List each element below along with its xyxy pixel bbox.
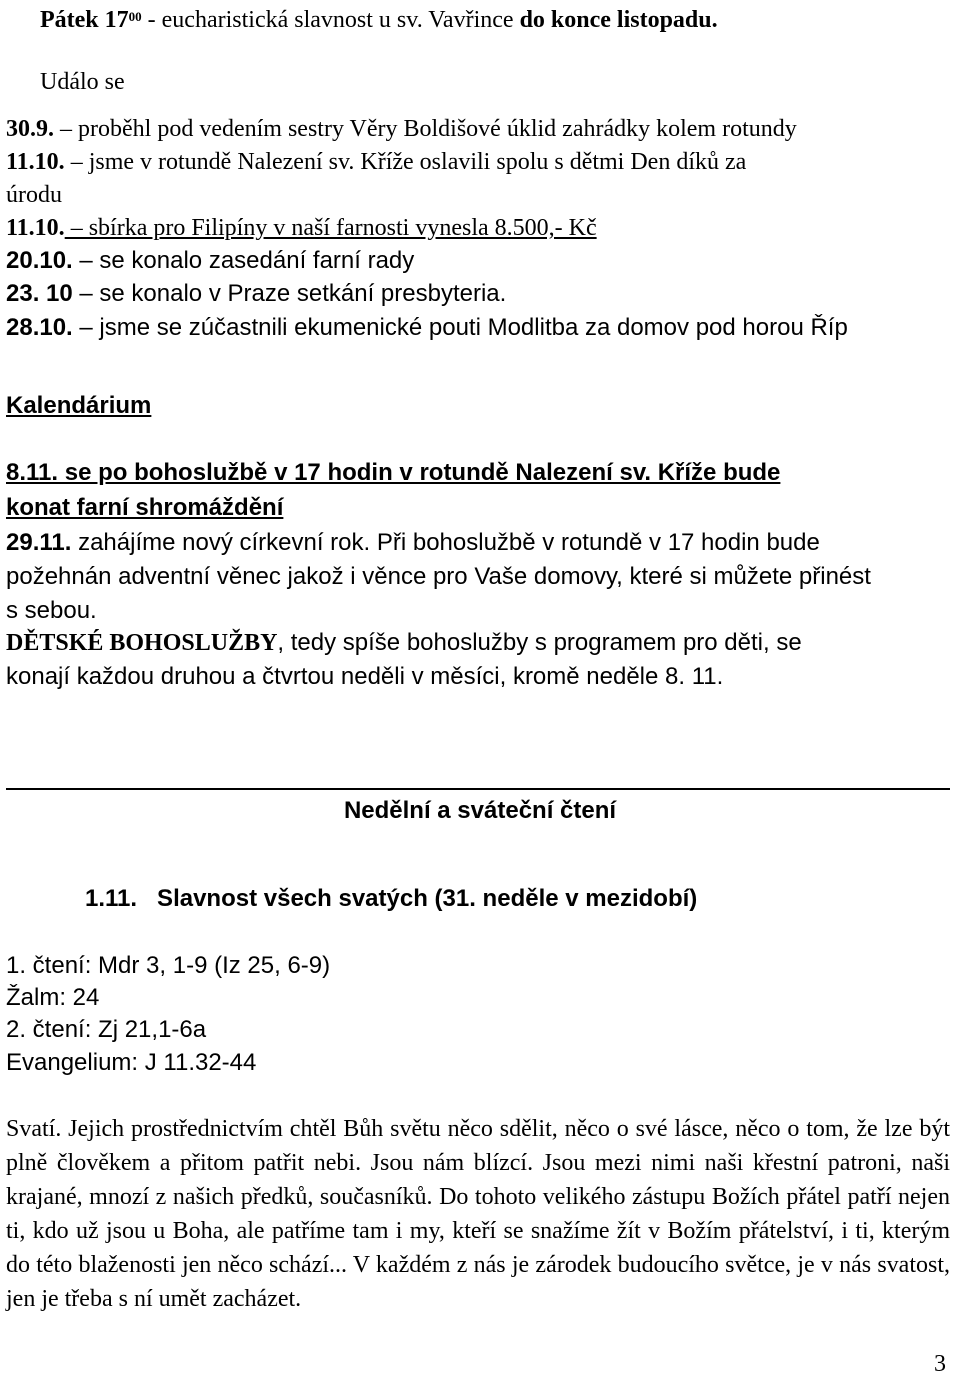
reflection-paragraph: Svatí. Jejich prostřednictvím chtěl Bůh světu něco sdělit, něco o své lásce, něco o tom, že lze být plně člověkem a přitom patřit nebi. Jsou nám blízcí. Jsou mezi nimi naši křestní patroni, naši krajané, mnozí z našich předků, současníků. Do tohoto velikého zástupu Božích přátel patří nejen ti, kdo už jsou u Boha, ale patříme tam i my, kteří se snažíme žít v Božím přátelství, i ti, kterým do této blaženosti jen něco schází... V každém z nás je zárodek budoucího světce, je v nás svatost, jen je třeba s ní umět zacházet. (6, 1116, 950, 1312)
reading-line: 1. čtení: Mdr 3, 1-9 (Iz 25, 6-9) (6, 952, 331, 979)
happened-item-text: – jsme v rotundě Nalezení sv. Kříže oslavili spolu s dětmi Den díků za (64, 149, 747, 175)
happened-item-date: 30.9. (6, 116, 54, 142)
friday-line (40, 4, 718, 36)
happened-item-text: – jsme se zúčastnili ekumenické pouti Modlitba za domov pod horou Říp (72, 314, 848, 341)
page-number: 3 (934, 1351, 946, 1377)
happened-item-continuation (6, 179, 62, 211)
calendar-item-2-text: zahájíme nový církevní rok. (71, 529, 371, 556)
calendar-item-1-line-1: 8.11. se po bohoslužbě v 17 hodin v rotundě Nalezení sv. Kříže bude (6, 459, 781, 486)
happened-item (6, 113, 797, 145)
friday-label: Pátek 17 (40, 7, 129, 33)
happened-item-date: 28.10. (6, 314, 73, 341)
happened-item-text: – proběhl pod vedením sestry Věry Boldišové úklid zahrádky kolem rotundy (54, 116, 797, 142)
feast-title: 1.11. Slavnost všech svatých (31. neděle v mezidobí) (85, 885, 698, 912)
calendar-heading: Kalendárium (6, 392, 152, 419)
happened-item (6, 146, 746, 178)
calendar-item-2-date: 29.11. (6, 529, 72, 556)
happened-item (6, 245, 414, 277)
happened-item-date: 11.10. (6, 149, 65, 175)
happened-item (6, 278, 506, 310)
happened-item-text: – se konalo v Praze setkání presbyteria. (72, 280, 507, 307)
reading-line: Evangelium: J 11.32-44 (6, 1049, 257, 1076)
happened-heading: Událo se (40, 69, 125, 95)
friday-time-sup: 00 (128, 9, 142, 24)
calendar-item-1-line-2: konat farní shromáždění (6, 494, 284, 521)
happened-item-date: 11.10. (6, 215, 65, 241)
kids-service-text: , tedy spíše bohoslužby s programem pro děti, se (277, 629, 802, 656)
kids-service-line-1 (6, 627, 802, 659)
calendar-item-2-line-1 (6, 527, 820, 559)
calendar-item-2-tail: Při bohoslužbě v rotundě v 17 hodin bude (370, 529, 820, 556)
happened-item-date: 20.10. (6, 247, 73, 274)
calendar-item-2-line-2: požehnán adventní věnec jakož i věnce pro Vaše domovy, které si můžete přinést (6, 563, 871, 590)
friday-text-bold: do konce listopadu. (519, 7, 718, 33)
kids-service-title: DĚTSKÉ BOHOSLUŽBY (6, 630, 278, 656)
calendar-item-2-line-3: s sebou. (6, 597, 97, 624)
happened-item (6, 212, 597, 244)
happened-item-text: – sbírka pro Filipíny v naší farnosti vynesla 8.500,- Kč (64, 215, 597, 241)
happened-item (6, 312, 848, 344)
reading-line: Žalm: 24 (6, 984, 100, 1011)
kids-service-line-2: konají každou druhou a čtvrtou neděli v měsíci, kromě neděle 8. 11. (6, 663, 724, 690)
readings-heading: Nedělní a sváteční čtení (343, 797, 617, 824)
happened-item-date: 23. 10 (6, 280, 73, 307)
friday-text: - eucharistická slavnost u sv. Vavřince (141, 7, 520, 33)
reading-line: 2. čtení: Zj 21,1-6a (6, 1016, 207, 1043)
happened-item-text: úrodu (6, 182, 62, 208)
section-divider (6, 788, 950, 790)
happened-item-text: – se konalo zasedání farní rady (72, 247, 415, 274)
